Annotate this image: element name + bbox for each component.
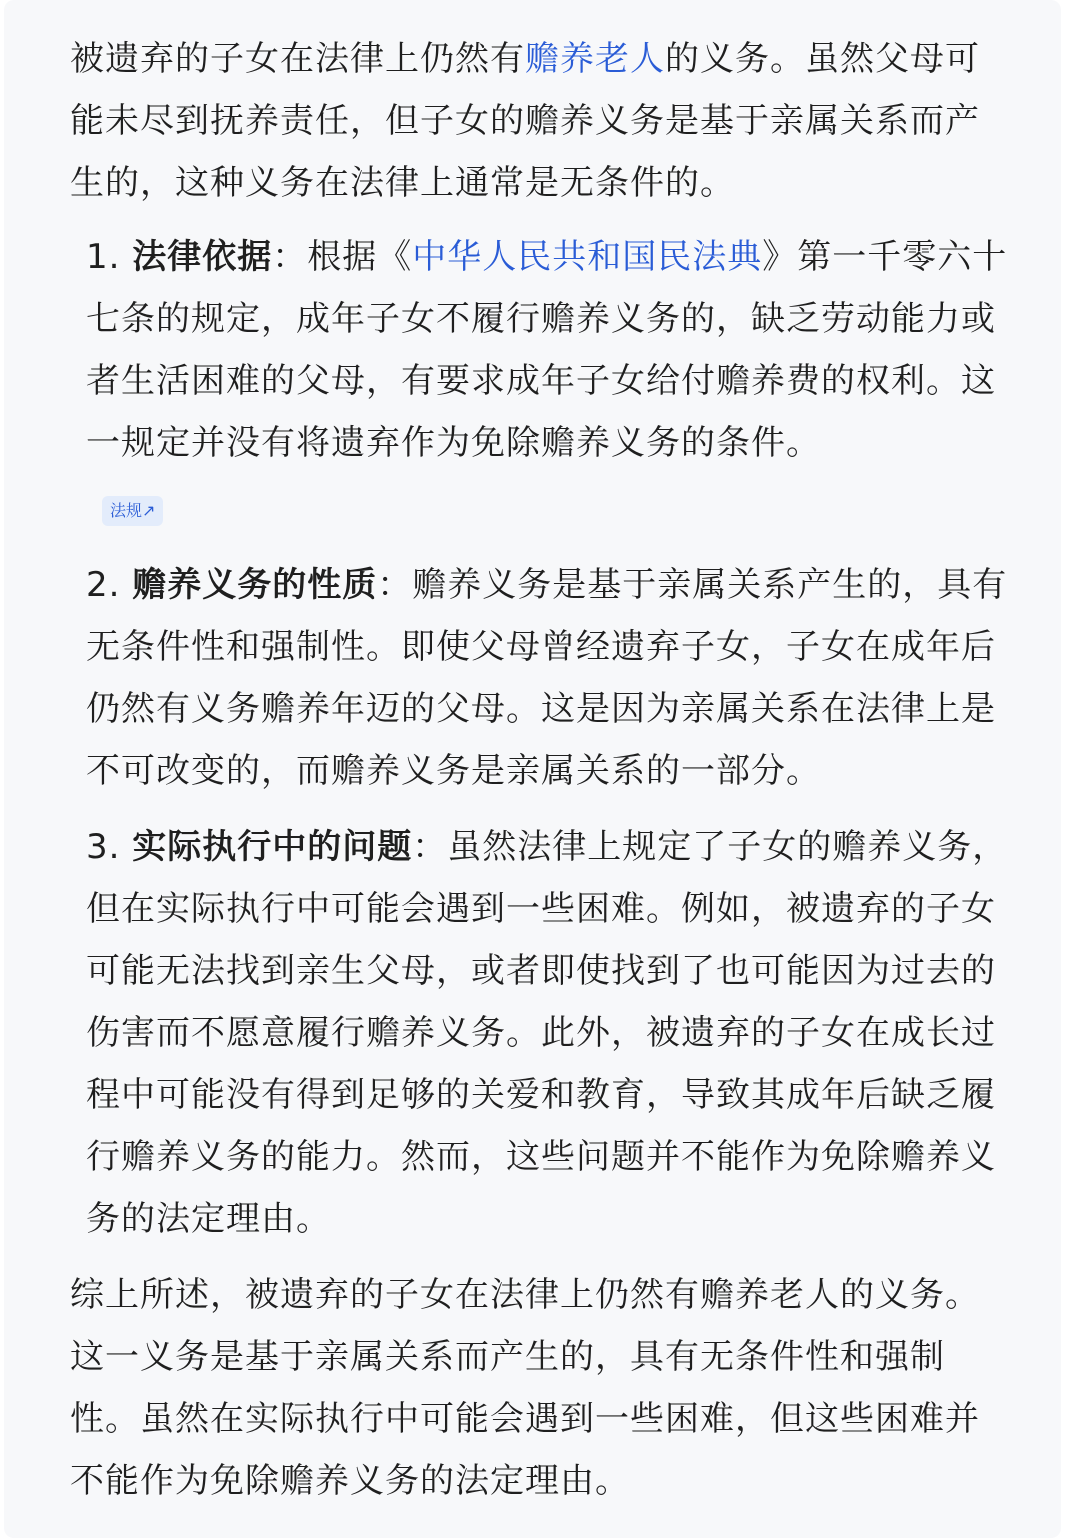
intro-text-before: 被遗弃的子女在法律上仍然有 xyxy=(70,39,525,79)
intro-text-after: 的义务。虽然父母可能未尽到抚养责任，但子女的赡养义务是基于亲属关系而产生的，这种义务在法律上通常是无条件的。 xyxy=(70,39,980,203)
item-title: 赡养义务的性质 xyxy=(132,565,378,605)
item-text: 虽然法律上规定了子女的赡养义务，但在实际执行中可能会遇到一些困难。例如，被遗弃的子女可能无法找到亲生父母，或者即使找到了也可能因为过去的伤害而不愿意履行赡养义务。此外，被遗弃的子女在成长过程中可能没有得到足够的关爱和教育，导致其成年后缺乏履行赡养义务的能力。然而，这些问题并不能作为免除赡养义务的法定理由。 xyxy=(86,827,1008,1239)
item-text-after: 》第一千零六十七条的规定，成年子女不履行赡养义务的，缺乏劳动能力或者生活困难的父母，有要求成年子女给付赡养费的权利。这一规定并没有将遗弃作为免除赡养义务的条件。 xyxy=(86,237,1008,463)
law-reference-tag[interactable]: 法规↗ xyxy=(102,496,163,526)
item-number: 1. xyxy=(86,237,133,277)
item-text-before: 根据《 xyxy=(307,237,413,277)
item-title: 法律依据 xyxy=(132,237,273,277)
list-item-nature xyxy=(70,554,1010,802)
answer-card xyxy=(4,0,1061,1538)
item-colon: ： xyxy=(412,827,448,867)
item-number: 2. xyxy=(86,565,133,605)
intro-paragraph xyxy=(70,28,1010,214)
list-item-legal-basis xyxy=(70,226,1010,536)
summary-paragraph: 综上所述，被遗弃的子女在法律上仍然有赡养老人的义务。这一义务是基于亲属关系而产生的，具有无条件性和强制性。虽然在实际执行中可能会遇到一些困难，但这些困难并不能作为免除赡养义务的法定理由。 xyxy=(70,1275,980,1501)
answer-content xyxy=(70,28,1010,1512)
intro-link[interactable]: 赡养老人 xyxy=(525,39,665,79)
item-colon: ： xyxy=(272,237,308,277)
item-colon: ： xyxy=(377,565,413,605)
item-text: 赡养义务是基于亲属关系产生的，具有无条件性和强制性。即使父母曾经遗弃子女，子女在成年后仍然有义务赡养年迈的父母。这是因为亲属关系在法律上是不可改变的，而赡养义务是亲属关系的一部分。 xyxy=(86,565,1008,791)
civil-code-link[interactable]: 中华人民共和国民法典 xyxy=(412,237,763,277)
points-list xyxy=(70,226,1010,1250)
list-item-practical-issues xyxy=(70,816,1010,1250)
item-number: 3. xyxy=(86,827,133,867)
item-title: 实际执行中的问题 xyxy=(132,827,413,867)
